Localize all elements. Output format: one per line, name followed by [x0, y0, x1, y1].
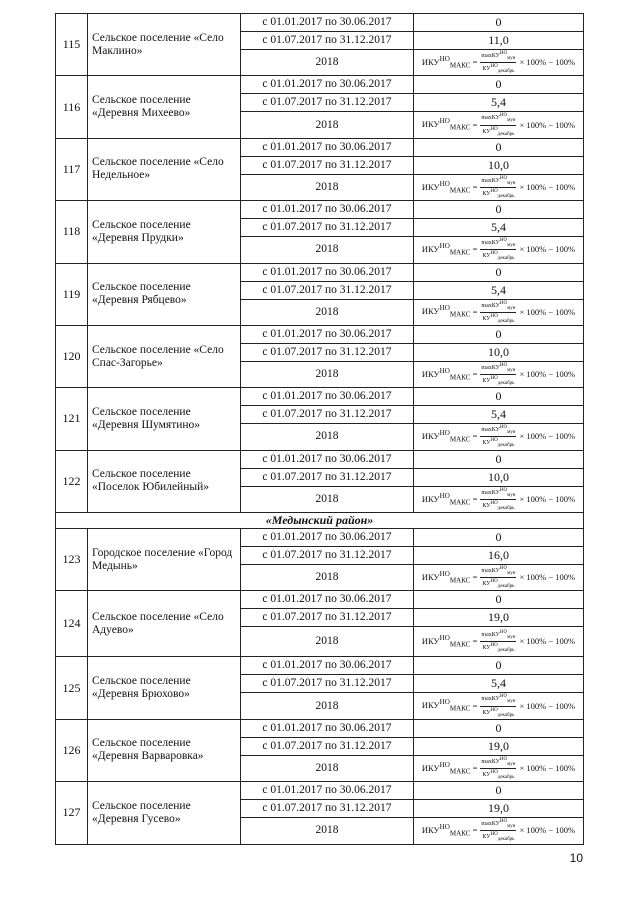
formula-lhs: $ИКУ^{НО}_{МАКС}$ — [421, 491, 471, 507]
year-label: 2018 — [241, 112, 414, 138]
row-number: 125 — [56, 657, 88, 719]
formula: $ИКУ^{НО}_{МАКС}$ = $\frac{\max КУ^{НО}_{мун}}{КУ^{НО}_{декабрь}}$ × 100% − 100% — [421, 630, 576, 654]
formula-tail: × 100% − 100% — [519, 572, 576, 583]
year-label: 2018 — [241, 565, 414, 591]
row-number: 120 — [56, 325, 88, 387]
period1-row — [56, 14, 584, 32]
formula: $ИКУ^{НО}_{МАКС}$ = $\frac{\max КУ^{НО}_{мун}}{КУ^{НО}_{декабрь}}$ × 100% − 100% — [421, 756, 576, 781]
year-label: 2018 — [241, 50, 414, 76]
formula-cell — [414, 424, 584, 450]
value-second-half: 16,0 — [414, 547, 584, 565]
value-first-half: 0 — [414, 657, 584, 675]
value-first-half: 0 — [414, 782, 584, 800]
formula: $ИКУ^{НО}_{МАКС}$ = $\frac{\max КУ^{НО}_{мун}}{КУ^{НО}_{декабрь}}$ × 100% − 100% — [421, 238, 576, 262]
period1-row — [56, 138, 584, 156]
value-first-half: 0 — [414, 138, 584, 156]
value-second-half: 10,0 — [414, 468, 584, 486]
formula: $ИКУ^{НО}_{МАКС}$ = $\frac{\max КУ^{НО}_{мун}}{КУ^{НО}_{декабрь}}$ × 100% − 100% — [421, 425, 576, 449]
settlement-name: Сельское поселение «Деревня Брюхово» — [88, 657, 241, 719]
formula-tail: × 100% − 100% — [519, 431, 576, 442]
settlement-name: Сельское поселение «Деревня Шумятино» — [88, 388, 241, 450]
row-number: 126 — [56, 719, 88, 781]
row-number: 124 — [56, 591, 88, 657]
year-label: 2018 — [241, 627, 414, 657]
formula-cell — [414, 174, 584, 200]
value-first-half: 0 — [414, 14, 584, 32]
formula-lhs: $ИКУ^{НО}_{МАКС}$ — [421, 634, 471, 649]
settlement-name: Сельское поселение «Деревня Гусево» — [88, 782, 241, 844]
year-label: 2018 — [241, 755, 414, 781]
formula: $ИКУ^{НО}_{МАКС}$ = $\frac{\max КУ^{НО}_{мун}}{КУ^{НО}_{декабрь}}$ × 100% − 100% — [421, 566, 576, 590]
row-number: 118 — [56, 201, 88, 263]
value-first-half: 0 — [414, 450, 584, 468]
formula-fraction: $\frac{\max КУ^{НО}_{мун}}{КУ^{НО}_{декабрь}}$ — [481, 238, 516, 262]
row-number: 117 — [56, 138, 88, 200]
period-second-half: с 01.07.2017 по 31.12.2017 — [241, 406, 414, 424]
period-first-half: с 01.01.2017 по 30.06.2017 — [241, 657, 414, 675]
value-second-half: 19,0 — [414, 609, 584, 627]
formula-cell — [414, 693, 584, 719]
formula-tail: × 100% − 100% — [519, 244, 576, 255]
formula-cell — [414, 627, 584, 657]
formula-tail: × 100% − 100% — [519, 369, 576, 380]
settlement-name: Сельское поселение «Село Адуево» — [88, 591, 241, 657]
formula-fraction: $\frac{\max КУ^{НО}_{мун}}{КУ^{НО}_{декабрь}}$ — [481, 175, 516, 200]
formula-cell — [414, 818, 584, 844]
value-first-half: 0 — [414, 719, 584, 737]
formula-tail: × 100% − 100% — [519, 57, 576, 68]
formula-cell — [414, 237, 584, 263]
formula-cell — [414, 565, 584, 591]
formula-tail: × 100% − 100% — [519, 700, 576, 711]
settlement-name: Сельское поселение «Село Спас-Загорье» — [88, 325, 241, 387]
page-number: 10 — [569, 851, 583, 865]
value-second-half: 11,0 — [414, 32, 584, 50]
value-first-half: 0 — [414, 325, 584, 343]
period-second-half: с 01.07.2017 по 31.12.2017 — [241, 94, 414, 112]
settlement-name: Сельское поселение «Деревня Рябцево» — [88, 263, 241, 325]
formula-cell — [414, 50, 584, 76]
period-second-half: с 01.07.2017 по 31.12.2017 — [241, 547, 414, 565]
formula-fraction: $\frac{\max КУ^{НО}_{мун}}{КУ^{НО}_{декабрь}}$ — [481, 630, 516, 654]
settlement-name: Сельское поселение «Поселок Юбилейный» — [88, 450, 241, 512]
row-number: 122 — [56, 450, 88, 512]
row-number: 121 — [56, 388, 88, 450]
period-second-half: с 01.07.2017 по 31.12.2017 — [241, 32, 414, 50]
row-number: 119 — [56, 263, 88, 325]
formula-fraction: $\frac{\max КУ^{НО}_{мун}}{КУ^{НО}_{декабрь}}$ — [481, 425, 516, 449]
year-label: 2018 — [241, 299, 414, 325]
formula-fraction: $\frac{\max КУ^{НО}_{мун}}{КУ^{НО}_{декабрь}}$ — [481, 362, 516, 387]
year-label: 2018 — [241, 818, 414, 844]
period-first-half: с 01.01.2017 по 30.06.2017 — [241, 782, 414, 800]
row-number: 115 — [56, 14, 88, 76]
period-second-half: с 01.07.2017 по 31.12.2017 — [241, 219, 414, 237]
period-first-half: с 01.01.2017 по 30.06.2017 — [241, 14, 414, 32]
year-label: 2018 — [241, 486, 414, 512]
formula-fraction: $\frac{\max КУ^{НО}_{мун}}{КУ^{НО}_{декабрь}}$ — [481, 756, 516, 781]
tariff-table — [55, 13, 584, 845]
period1-row — [56, 263, 584, 281]
formula-tail: × 100% − 100% — [519, 825, 576, 836]
period-second-half: с 01.07.2017 по 31.12.2017 — [241, 609, 414, 627]
formula-lhs: $ИКУ^{НО}_{МАКС}$ — [421, 698, 471, 713]
value-first-half: 0 — [414, 529, 584, 547]
formula-cell — [414, 755, 584, 781]
value-second-half: 5,4 — [414, 406, 584, 424]
year-label: 2018 — [241, 174, 414, 200]
settlement-name: Сельское поселение «Село Маклино» — [88, 14, 241, 76]
period-first-half: с 01.01.2017 по 30.06.2017 — [241, 138, 414, 156]
formula-lhs: $ИКУ^{НО}_{МАКС}$ — [421, 304, 471, 319]
formula: $ИКУ^{НО}_{МАКС}$ = $\frac{\max КУ^{НО}_{мун}}{КУ^{НО}_{декабрь}}$ × 100% − 100% — [421, 362, 576, 387]
formula: $ИКУ^{НО}_{МАКС}$ = $\frac{\max КУ^{НО}_{мун}}{КУ^{НО}_{декабрь}}$ × 100% − 100% — [421, 300, 576, 324]
period-second-half: с 01.07.2017 по 31.12.2017 — [241, 800, 414, 818]
year-label: 2018 — [241, 424, 414, 450]
formula-lhs: $ИКУ^{НО}_{МАКС}$ — [421, 179, 471, 195]
year-label: 2018 — [241, 237, 414, 263]
formula-cell — [414, 299, 584, 325]
settlement-name: Сельское поселение «Деревня Прудки» — [88, 201, 241, 263]
period-first-half: с 01.01.2017 по 30.06.2017 — [241, 388, 414, 406]
formula-cell — [414, 486, 584, 512]
period-first-half: с 01.01.2017 по 30.06.2017 — [241, 450, 414, 468]
period1-row — [56, 325, 584, 343]
period1-row — [56, 719, 584, 737]
period1-row — [56, 76, 584, 94]
tariff-table-page — [55, 13, 583, 845]
value-first-half: 0 — [414, 201, 584, 219]
period-second-half: с 01.07.2017 по 31.12.2017 — [241, 468, 414, 486]
value-second-half: 5,4 — [414, 281, 584, 299]
formula-lhs: $ИКУ^{НО}_{МАКС}$ — [421, 117, 471, 132]
formula-lhs: $ИКУ^{НО}_{МАКС}$ — [421, 429, 471, 444]
period-first-half: с 01.01.2017 по 30.06.2017 — [241, 529, 414, 547]
period-first-half: с 01.01.2017 по 30.06.2017 — [241, 76, 414, 94]
formula-fraction: $\frac{\max КУ^{НО}_{мун}}{КУ^{НО}_{декабрь}}$ — [481, 819, 516, 843]
value-second-half: 10,0 — [414, 343, 584, 361]
settlement-name: Сельское поселение «Деревня Михеево» — [88, 76, 241, 138]
formula-tail: × 100% − 100% — [519, 181, 576, 192]
formula-tail: × 100% − 100% — [519, 636, 576, 647]
value-first-half: 0 — [414, 388, 584, 406]
settlement-name: Сельское поселение «Село Недельное» — [88, 138, 241, 200]
period1-row — [56, 388, 584, 406]
period-first-half: с 01.01.2017 по 30.06.2017 — [241, 263, 414, 281]
period1-row — [56, 450, 584, 468]
formula-cell — [414, 112, 584, 138]
formula-cell — [414, 361, 584, 387]
formula-lhs: $ИКУ^{НО}_{МАКС}$ — [421, 569, 471, 585]
formula-lhs: $ИКУ^{НО}_{МАКС}$ — [421, 54, 471, 70]
formula: $ИКУ^{НО}_{МАКС}$ = $\frac{\max КУ^{НО}_{мун}}{КУ^{НО}_{декабрь}}$ × 100% − 100% — [421, 175, 576, 200]
period-first-half: с 01.01.2017 по 30.06.2017 — [241, 201, 414, 219]
value-first-half: 0 — [414, 591, 584, 609]
period-first-half: с 01.01.2017 по 30.06.2017 — [241, 591, 414, 609]
period-first-half: с 01.01.2017 по 30.06.2017 — [241, 719, 414, 737]
value-first-half: 0 — [414, 263, 584, 281]
formula-lhs: $ИКУ^{НО}_{МАКС}$ — [421, 760, 471, 776]
formula-lhs: $ИКУ^{НО}_{МАКС}$ — [421, 242, 471, 257]
formula: $ИКУ^{НО}_{МАКС}$ = $\frac{\max КУ^{НО}_{мун}}{КУ^{НО}_{декабрь}}$ × 100% − 100% — [421, 113, 576, 137]
formula-tail: × 100% − 100% — [519, 493, 576, 504]
formula-fraction: $\frac{\max КУ^{НО}_{мун}}{КУ^{НО}_{декабрь}}$ — [481, 300, 516, 324]
period-second-half: с 01.07.2017 по 31.12.2017 — [241, 343, 414, 361]
value-second-half: 5,4 — [414, 675, 584, 693]
value-second-half: 19,0 — [414, 800, 584, 818]
period1-row — [56, 657, 584, 675]
formula-fraction: $\frac{\max КУ^{НО}_{мун}}{КУ^{НО}_{декабрь}}$ — [481, 113, 516, 137]
value-second-half: 5,4 — [414, 219, 584, 237]
period-second-half: с 01.07.2017 по 31.12.2017 — [241, 675, 414, 693]
formula: $ИКУ^{НО}_{МАКС}$ = $\frac{\max КУ^{НО}_{мун}}{КУ^{НО}_{декабрь}}$ × 100% − 100% — [421, 51, 576, 75]
value-second-half: 19,0 — [414, 737, 584, 755]
district-header: «Медынский район» — [56, 513, 584, 529]
formula-tail: × 100% − 100% — [519, 762, 576, 773]
settlement-name: Городское поселение «Город Медынь» — [88, 529, 241, 591]
formula-tail: × 100% − 100% — [519, 306, 576, 317]
row-number: 116 — [56, 76, 88, 138]
row-number: 127 — [56, 782, 88, 844]
year-label: 2018 — [241, 693, 414, 719]
period-second-half: с 01.07.2017 по 31.12.2017 — [241, 156, 414, 174]
formula: $ИКУ^{НО}_{МАКС}$ = $\frac{\max КУ^{НО}_{мун}}{КУ^{НО}_{декабрь}}$ × 100% − 100% — [421, 819, 576, 843]
formula-lhs: $ИКУ^{НО}_{МАКС}$ — [421, 823, 471, 838]
period-second-half: с 01.07.2017 по 31.12.2017 — [241, 281, 414, 299]
formula-fraction: $\frac{\max КУ^{НО}_{мун}}{КУ^{НО}_{декабрь}}$ — [481, 51, 516, 75]
formula-fraction: $\frac{\max КУ^{НО}_{мун}}{КУ^{НО}_{декабрь}}$ — [481, 694, 516, 718]
period-first-half: с 01.01.2017 по 30.06.2017 — [241, 325, 414, 343]
period-second-half: с 01.07.2017 по 31.12.2017 — [241, 737, 414, 755]
formula: $ИКУ^{НО}_{МАКС}$ = $\frac{\max КУ^{НО}_{мун}}{КУ^{НО}_{декабрь}}$ × 100% − 100% — [421, 487, 576, 511]
row-number: 123 — [56, 529, 88, 591]
period1-row — [56, 529, 584, 547]
period1-row — [56, 782, 584, 800]
formula-lhs: $ИКУ^{НО}_{МАКС}$ — [421, 366, 471, 382]
period1-row — [56, 201, 584, 219]
value-second-half: 10,0 — [414, 156, 584, 174]
value-second-half: 5,4 — [414, 94, 584, 112]
formula-tail: × 100% − 100% — [519, 119, 576, 130]
district-header-row — [56, 513, 584, 529]
settlement-name: Сельское поселение «Деревня Варваровка» — [88, 719, 241, 781]
formula-fraction: $\frac{\max КУ^{НО}_{мун}}{КУ^{НО}_{декабрь}}$ — [481, 566, 516, 590]
formula: $ИКУ^{НО}_{МАКС}$ = $\frac{\max КУ^{НО}_{мун}}{КУ^{НО}_{декабрь}}$ × 100% − 100% — [421, 694, 576, 718]
period1-row — [56, 591, 584, 609]
formula-fraction: $\frac{\max КУ^{НО}_{мун}}{КУ^{НО}_{декабрь}}$ — [481, 487, 516, 511]
value-first-half: 0 — [414, 76, 584, 94]
year-label: 2018 — [241, 361, 414, 387]
